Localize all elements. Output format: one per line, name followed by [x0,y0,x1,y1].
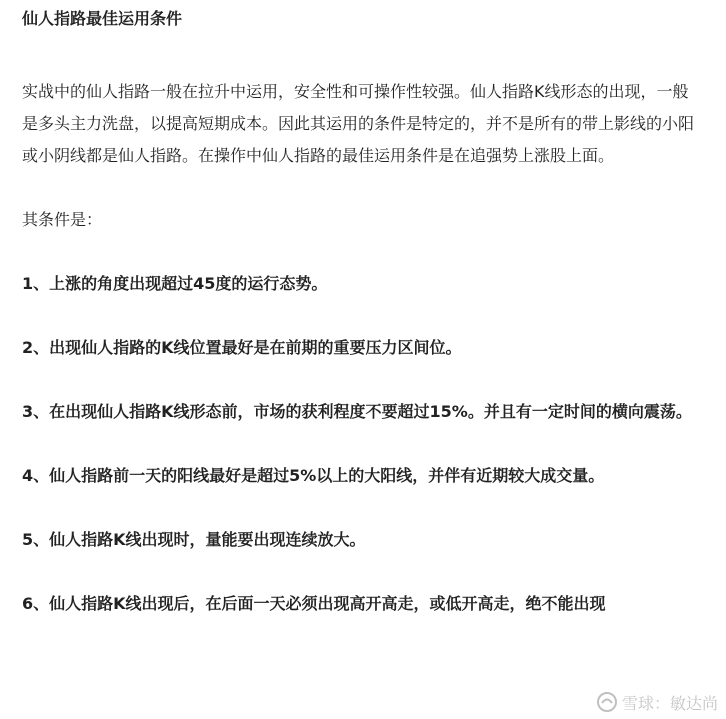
condition-item-2: 2、出现仙人指路的K线位置最好是在前期的重要压力区间位。 [22,338,462,357]
conditions-label: 其条件是： [22,210,103,229]
article [22,0,702,620]
condition-item-1: 1、上涨的角度出现超过45度的运行态势。 [22,274,328,293]
watermark-text: 雪球：敏达尚 [621,693,718,713]
intro-paragraph: 实战中的仙人指路一般在拉升中运用，安全性和可操作性较强。仙人指路K线形态的出现，一般是多头主力洗盘，以提高短期成本。因此其运用的条件是特定的，并不是所有的带上影线的小阳或小阴线都是仙人指路。在操作中仙人指路的最佳运用条件是在追强势上涨股上面。 [22,82,695,165]
watermark [596,687,718,717]
condition-item-4: 4、仙人指路前一天的阳线最好是超过5%以上的大阳线，并伴有近期较大成交量。 [22,466,605,485]
condition-item-5: 5、仙人指路K线出现时，量能要出现连续放大。 [22,530,366,549]
article-title: 仙人指路最佳运用条件 [22,9,183,28]
condition-item-6: 6、仙人指路K线出现后，在后面一天必须出现高开高走，或低开高走，绝不能出现 [22,594,606,613]
condition-item-3: 3、在出现仙人指路K线形态前，市场的获利程度不要超过15%。并且有一定时间的横向震荡。 [22,402,692,421]
snowball-logo-icon [596,691,618,713]
